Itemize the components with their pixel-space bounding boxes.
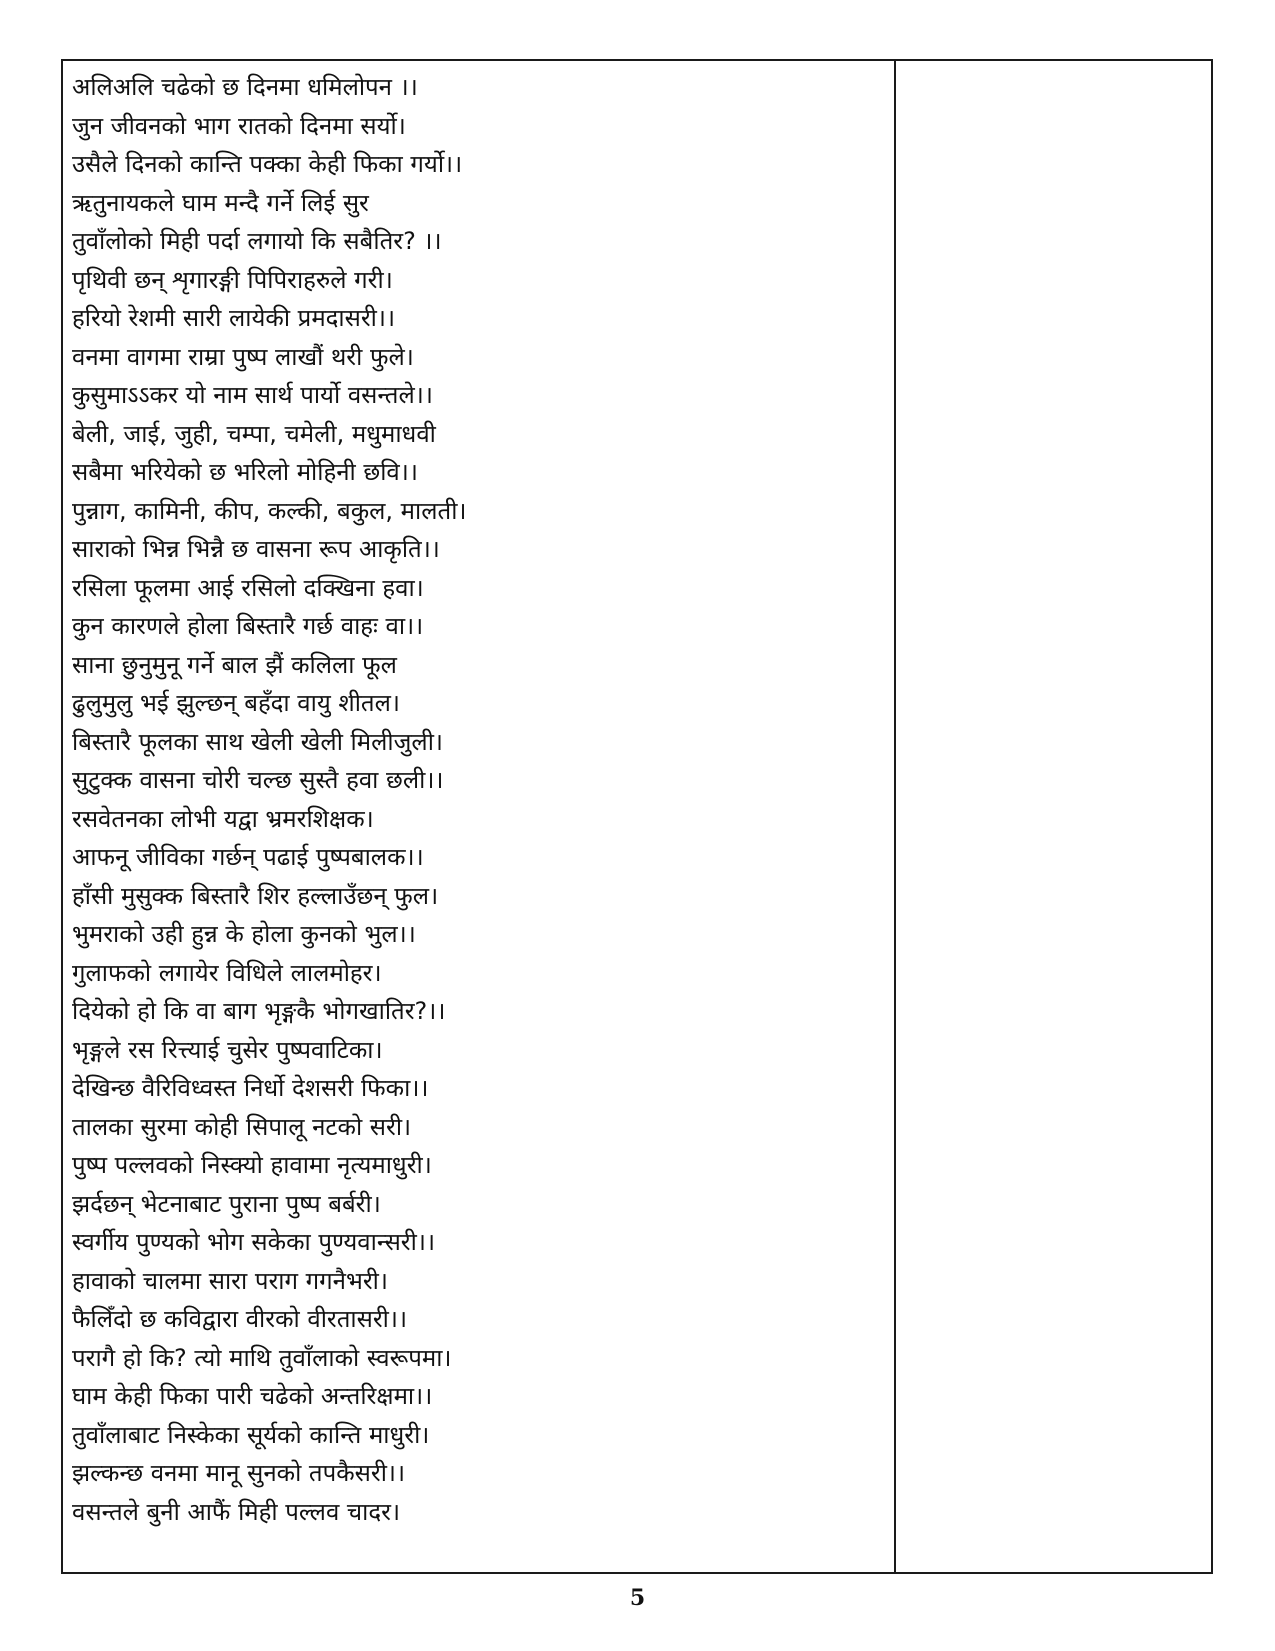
verse-line: हावाको चालमा सारा पराग गगनैभरी। — [72, 1266, 388, 1295]
verse-line: भुमराको उही हुन्न के होला कुनको भुल।। — [72, 920, 416, 948]
verse-line: सुटुक्क वासना चोरी चल्छ सुस्तै हवा छली।। — [72, 766, 444, 794]
verse-line: सबैमा भरियेको छ भरिलो मोहिनी छवि।। — [72, 458, 418, 486]
verse-line: घाम केही फिका पारी चढेको अन्तरिक्षमा।। — [72, 1382, 433, 1410]
poem-column — [63, 61, 896, 1572]
verse-line: उसैले दिनको कान्ति पक्का केही फिका गर्यो।। — [72, 150, 463, 178]
table-frame — [61, 59, 1213, 1574]
verse-line: साना छुनुमुनू गर्ने बाल झैं कलिला फूल — [72, 650, 397, 679]
verse-line: गुलाफको लगायेर विधिले लालमोहर। — [72, 958, 382, 987]
verse-line: तुवाँलोको मिही पर्दा लगायो कि सबैतिर? ।। — [72, 227, 442, 255]
verse-line: दियेको हो कि वा बाग भृङ्गकै भोगखातिर?।। — [72, 997, 446, 1025]
verse-line: तुवाँलाबाट निस्केका सूर्यको कान्ति माधुरी। — [72, 1420, 430, 1449]
verse-line: पृथिवी छन् शृगारङ्गी पिपिराहरुले गरी। — [72, 265, 393, 294]
verse-line: भृङ्गले रस रित्त्याई चुसेर पुष्पवाटिका। — [72, 1035, 383, 1064]
verse-line: ढुलुमुलु भई झुल्छन् बहँदा वायु शीतल। — [72, 689, 400, 717]
verse-line: बेली, जाई, जुही, चम्पा, चमेली, मधुमाधवी — [72, 419, 436, 448]
verse-line: वसन्तले बुनी आफैं मिही पल्लव चादर। — [72, 1497, 401, 1526]
verse-line: देखिन्छ वैरिविध्वस्त निर्धो देशसरी फिका।। — [72, 1074, 429, 1102]
verse-line: हाँसी मुसुक्क बिस्तारै शिर हल्लाउँछन् फुल। — [72, 881, 439, 910]
verse-line: जुन जीवनको भाग रातको दिनमा सर्यो। — [72, 111, 406, 140]
verse-line: पुष्प पल्लवको निस्क्यो हावामा नृत्यमाधुरी। — [72, 1151, 432, 1179]
verse-line: झर्दछन् भेटनाबाट पुराना पुष्प बर्बरी। — [72, 1189, 381, 1218]
verse-line: अलिअलि चढेको छ दिनमा धमिलोपन ।। — [72, 73, 418, 101]
empty-column — [896, 61, 1211, 1572]
verse-line: वनमा वागमा राम्रा पुष्प लाखौं थरी फुले। — [72, 342, 414, 371]
verse-line: रसवेतनका लोभी यद्वा भ्रमरशिक्षक। — [72, 804, 374, 833]
verse-line: पुन्नाग, कामिनी, कीप, कल्की, बकुल, मालती। — [72, 496, 467, 525]
verse-line: कुन कारणले होला बिस्तारै गर्छ वाहः वा।। — [72, 612, 424, 640]
verse-line: तालका सुरमा कोही सिपालू नटको सरी। — [72, 1112, 412, 1141]
verse-line: हरियो रेशमी सारी लायेकी प्रमदासरी।। — [72, 304, 396, 332]
verse-line: ऋतुनायकले घाम मन्दै गर्ने लिई सुर — [72, 188, 369, 217]
verse-line: परागै हो कि? त्यो माथि तुवाँलाको स्वरूपमा। — [72, 1343, 452, 1372]
verse-line: फैलिँदो छ कविद्वारा वीरको वीरतासरी।। — [72, 1305, 408, 1333]
verse-line: आफनू जीविका गर्छन् पढाई पुष्पबालक।। — [72, 843, 424, 871]
page-number: 5 — [629, 1585, 646, 1611]
verse-line: रसिला फूलमा आई रसिलो दक्खिना हवा। — [72, 573, 424, 602]
verse-line: साराको भिन्न भिन्नै छ वासना रूप आकृति।। — [72, 535, 440, 563]
verse-line: बिस्तारै फूलका साथ खेली खेली मिलीजुली। — [72, 727, 443, 756]
verse-line: स्वर्गीय पुण्यको भोग सकेका पुण्यवान्सरी।। — [72, 1228, 436, 1256]
verse-line: झल्कन्छ वनमा मानू सुनको तपकैसरी।। — [72, 1459, 406, 1487]
verse-line: कुसुमाऽऽकर यो नाम सार्थ पार्यो वसन्तले।। — [72, 381, 433, 409]
